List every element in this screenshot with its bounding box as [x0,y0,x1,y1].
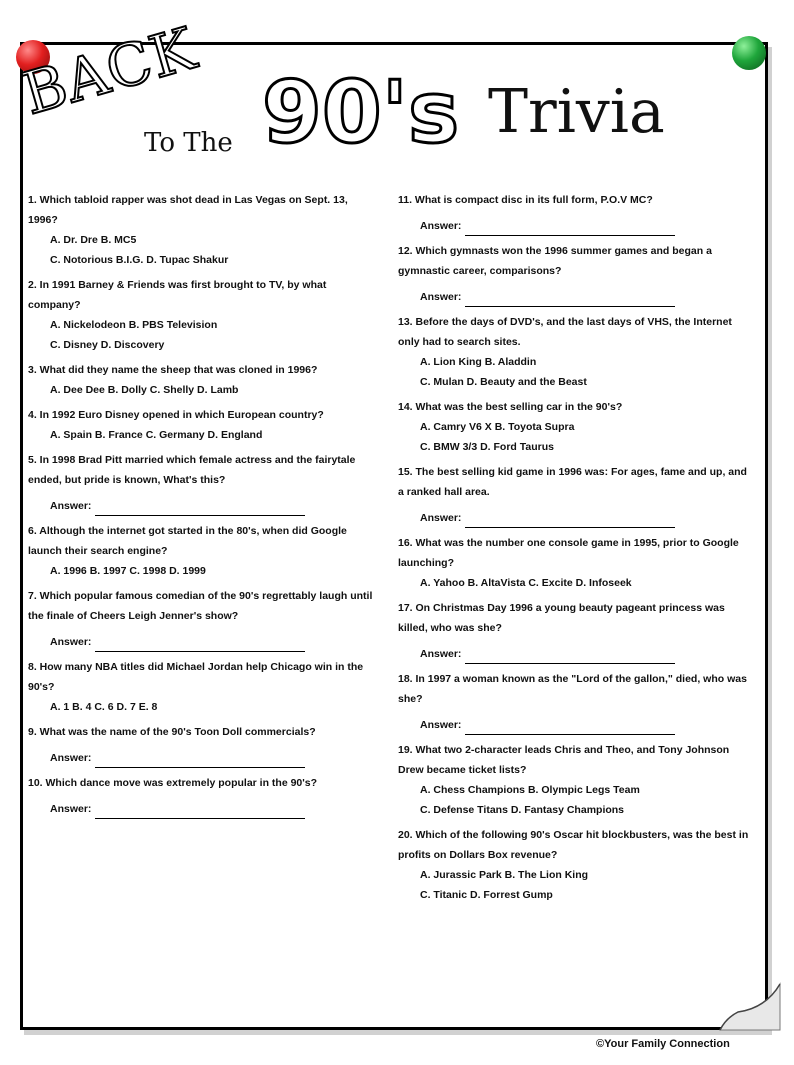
question-block [398,241,754,307]
question-text: 17. On Christmas Day 1996 a young beauty pageant princess was killed, who was she? [398,602,725,634]
answer-choice: A. Yahoo B. AltaVista C. Excite D. Infoseek [420,577,632,589]
answer-line [28,496,380,516]
question-text: 14. What was the best selling car in the 90's? [398,401,623,413]
question-block [398,669,754,735]
answer-blank[interactable] [465,515,675,528]
answer-blank[interactable] [465,294,675,307]
question-block [28,450,380,516]
question-text: 7. Which popular famous comedian of the 90's regrettably laugh until the finale of Cheers Leigh Jenner's show? [28,590,373,622]
answer-choice: A. Nickelodeon B. PBS Television [50,319,218,331]
question-block [28,405,380,445]
answer-choice: C. Notorious B.I.G. D. Tupac Shakur [50,254,229,266]
question-text: 10. Which dance move was extremely popular in the 90's? [28,777,318,789]
answer-line [398,287,754,307]
question-text: 6. Although the internet got started in the 80's, when did Google launch their search engine? [28,525,347,557]
question-block [28,773,380,819]
answer-blank[interactable] [95,639,305,652]
question-text: 15. The best selling kid game in 1996 was: For ages, fame and up, and a ranked hall area. [398,466,747,498]
title-trivia: Trivia [488,77,665,147]
question-block [398,740,754,820]
left-question-column [28,190,380,819]
question-text: 19. What two 2-character leads Chris and Theo, and Tony Johnson Drew became ticket lists? [398,744,730,776]
answer-line [28,632,380,652]
answer-line [28,748,380,768]
question-text: 13. Before the days of DVD's, and the last days of VHS, the Internet only had to search sites. [398,316,732,348]
question-block [398,533,754,593]
answer-choice: C. Mulan D. Beauty and the Beast [420,376,587,388]
question-block [28,722,380,768]
title-back: BACK [15,14,204,128]
question-text: 2. In 1991 Barney & Friends was first brought to TV, by what company? [28,279,327,311]
answer-choice: C. BMW 3/3 D. Ford Taurus [420,441,554,453]
answer-blank[interactable] [95,806,305,819]
answer-choice: C. Disney D. Discovery [50,339,165,351]
answer-label: Answer: [50,636,92,648]
footer-credit: ©Your Family Connection [596,1038,730,1050]
answer-line [398,508,754,528]
question-text: 20. Which of the following 90's Oscar hit blockbusters, was the best in profits on Dollars Box revenue? [398,829,749,861]
answer-line [398,644,754,664]
question-block [28,586,380,652]
question-block [398,312,754,392]
answer-line [398,715,754,735]
answer-label: Answer: [420,648,462,660]
answer-label: Answer: [420,291,462,303]
question-text: 12. Which gymnasts won the 1996 summer games and began a gymnastic career, comparisons? [398,245,712,277]
answer-blank[interactable] [465,223,675,236]
answer-choice: A. 1 B. 4 C. 6 D. 7 E. 8 [50,701,158,713]
answer-choice: A. Dr. Dre B. MC5 [50,234,137,246]
answer-blank[interactable] [95,755,305,768]
question-block [398,598,754,664]
answer-blank[interactable] [95,503,305,516]
answer-choice: A. Lion King B. Aladdin [420,356,537,368]
answer-choice: C. Defense Titans D. Fantasy Champions [420,804,625,816]
question-block [28,360,380,400]
answer-label: Answer: [420,512,462,524]
answer-choice: A. Dee Dee B. Dolly C. Shelly D. Lamb [50,384,239,396]
right-question-column [398,190,754,905]
question-text: 8. How many NBA titles did Michael Jordan help Chicago win in the 90's? [28,661,364,693]
question-block [398,397,754,457]
question-block [28,657,380,717]
question-text: 3. What did they name the sheep that was cloned in 1996? [28,364,318,376]
question-block [28,521,380,581]
title-to-the: To The [144,128,233,158]
question-text: 4. In 1992 Euro Disney opened in which European country? [28,409,324,421]
answer-line [28,799,380,819]
question-text: 9. What was the name of the 90's Toon Doll commercials? [28,726,316,738]
answer-choice: A. Camry V6 X B. Toyota Supra [420,421,575,433]
answer-choice: C. Titanic D. Forrest Gump [420,889,553,901]
answer-label: Answer: [420,719,462,731]
question-text: 18. In 1997 a woman known as the "Lord of the gallon," died, who was she? [398,673,747,705]
answer-choice: A. Spain B. France C. Germany D. England [50,429,263,441]
answer-choice: A. Chess Champions B. Olympic Legs Team [420,784,640,796]
question-text: 1. Which tabloid rapper was shot dead in Las Vegas on Sept. 13, 1996? [28,194,348,226]
question-block [398,462,754,528]
question-block [28,190,380,270]
question-block [28,275,380,355]
question-block [398,825,754,905]
question-text: 16. What was the number one console game in 1995, prior to Google launching? [398,537,739,569]
answer-label: Answer: [50,752,92,764]
answer-choice: A. 1996 B. 1997 C. 1998 D. 1999 [50,565,206,577]
page-curl-icon [718,978,782,1032]
answer-label: Answer: [50,500,92,512]
answer-label: Answer: [420,220,462,232]
question-text: 5. In 1998 Brad Pitt married which female actress and the fairytale ended, but pride is known, What's this? [28,454,356,486]
answer-blank[interactable] [465,722,675,735]
answer-label: Answer: [50,803,92,815]
title-90s: 90's [262,63,460,163]
green-pushpin-icon [732,36,766,70]
answer-choice: A. Jurassic Park B. The Lion King [420,869,589,881]
answer-blank[interactable] [465,651,675,664]
question-text: 11. What is compact disc in its full form, P.O.V MC? [398,194,653,206]
answer-line [398,216,754,236]
question-block [398,190,754,236]
